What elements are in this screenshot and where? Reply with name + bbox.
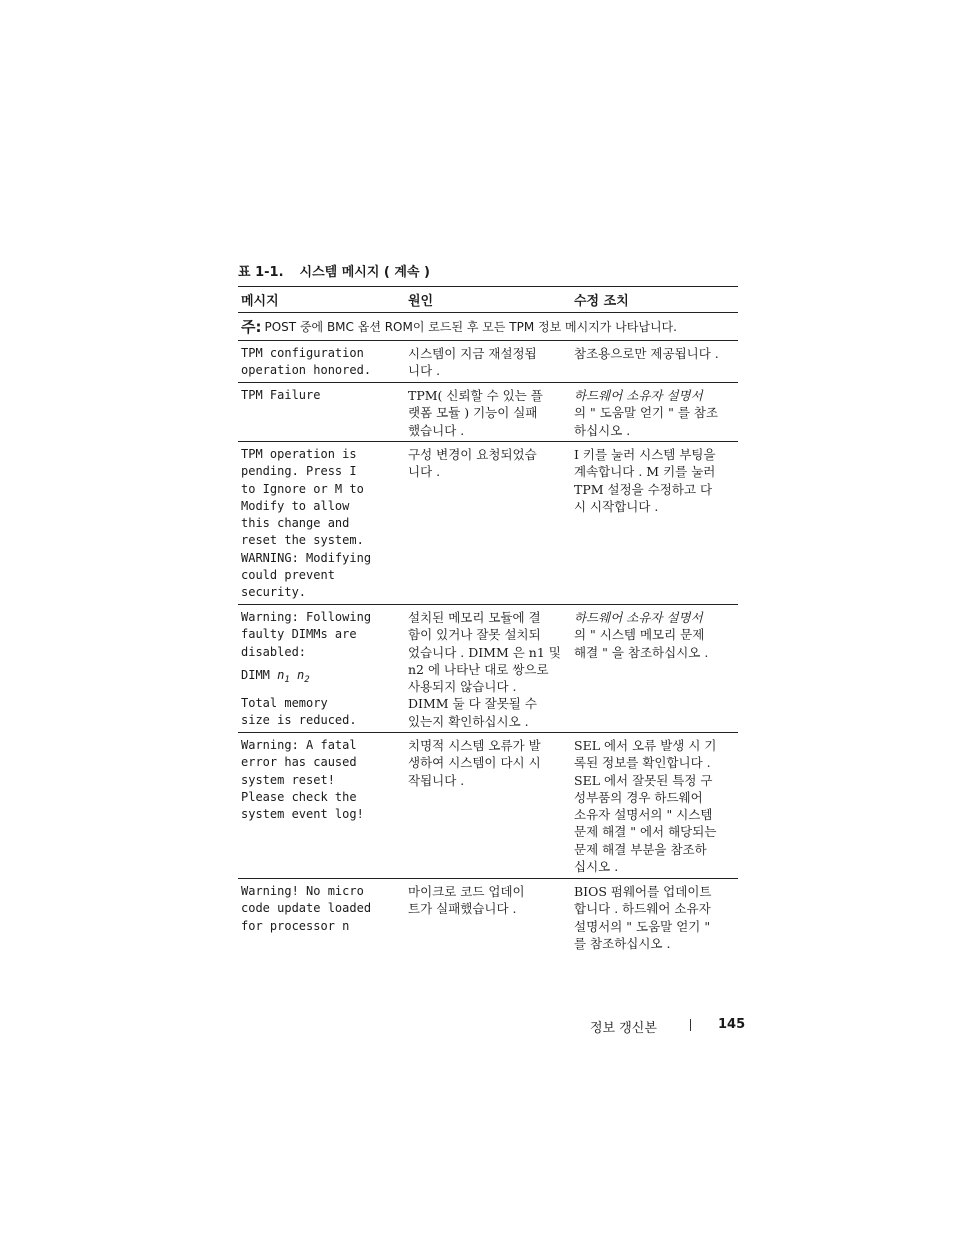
message-cell: TPM Failure xyxy=(241,388,321,402)
table-number: 표 1-1. xyxy=(238,265,284,280)
cause-cell: 마이크로 코드 업데이 트가 실패했습니다 . xyxy=(408,884,525,917)
note-row xyxy=(238,313,738,341)
message-cell: Warning! No micro code update loaded for processor n xyxy=(241,884,372,933)
message-cell: Warning: A fatal error has caused system reset! Please check the system event log! xyxy=(241,738,364,822)
cause-cell: 구성 변경이 요청되었습 니다 . xyxy=(408,447,537,480)
action-cell: SEL 에서 오류 발생 시 기 록된 정보를 확인합니다 . SEL 에서 잘못된 특정 구 성부품의 경우 하드웨어 소유자 설명서의 " 시스템 문제 해결 " 에서 해당되는 문제 해결 부분을 참조하 십시오 . xyxy=(574,738,717,875)
header-action: 수정 조치 xyxy=(574,294,629,309)
table-row xyxy=(238,733,738,879)
cause-cell: 설치된 메모리 모듈에 결 함이 있거나 잘못 설치되 었습니다 . DIMM 은 n1 및 n2 에 나타난 대로 쌍으로 사용되지 않습니다 . DIMM 둘 다 잘못될 수 있는지 확인하십시오 . xyxy=(408,610,561,729)
table-row xyxy=(238,341,738,383)
action-cell: 하드웨어 소유자 설명서 의 " 도움말 얻기 " 를 참조 하십시오 . xyxy=(574,388,719,438)
action-cell: 하드웨어 소유자 설명서 의 " 시스템 메모리 문제 해결 " 을 참조하십시오 . xyxy=(574,610,709,660)
cause-cell: 치명적 시스템 오류가 발 생하여 시스템이 다시 시 작됩니다 . xyxy=(408,738,541,788)
table-title: 시스템 메시지 ( 계속 ) xyxy=(299,265,430,280)
table-row xyxy=(238,383,738,442)
table-caption xyxy=(238,261,430,280)
action-cell: BIOS 펌웨어를 업데이트 합니다 . 하드웨어 소유자 설명서의 " 도움말 얻기 " 를 참조하십시오 . xyxy=(574,884,712,951)
header-message: 메시지 xyxy=(241,294,279,309)
cause-cell: 시스템이 지금 재설정됩 니다 . xyxy=(408,346,537,379)
note-label: 주: xyxy=(241,318,262,336)
message-cell: Warning: Following faulty DIMMs are disabled: DIMM $n_1$ $n_2$ Total memory size is reduced. xyxy=(241,610,372,728)
cause-cell: TPM( 신뢰할 수 있는 플 랫폼 모듈 ) 기능이 실패 했습니다 . xyxy=(408,388,543,438)
message-cell: TPM operation is pending. Press I to Ignore or M to Modify to allow this change and reset the system. WARNING: Modifying could prevent security. xyxy=(241,447,372,600)
footer-section: 정보 갱신본 xyxy=(590,1021,657,1036)
table-row xyxy=(238,442,738,605)
system-messages-table xyxy=(238,286,738,954)
footer-separator xyxy=(690,1019,691,1031)
note-text: POST 중에 BMC 옵션 ROM이 로드된 후 모든 TPM 정보 메시지가 나타납니다. xyxy=(264,320,677,334)
action-cell: I 키를 눌러 시스템 부팅을 계속합니다 . M 키를 눌러 TPM 설정을 수정하고 다 시 시작합니다 . xyxy=(574,447,716,514)
page-number: 145 xyxy=(718,1017,746,1032)
table-row xyxy=(238,879,738,954)
table-row xyxy=(238,605,738,733)
action-cell: 참조용으로만 제공됩니다 . xyxy=(574,346,719,361)
message-cell: TPM configuration operation honored. xyxy=(241,346,372,378)
table-header-row xyxy=(238,286,738,313)
header-cause: 원인 xyxy=(408,294,434,309)
